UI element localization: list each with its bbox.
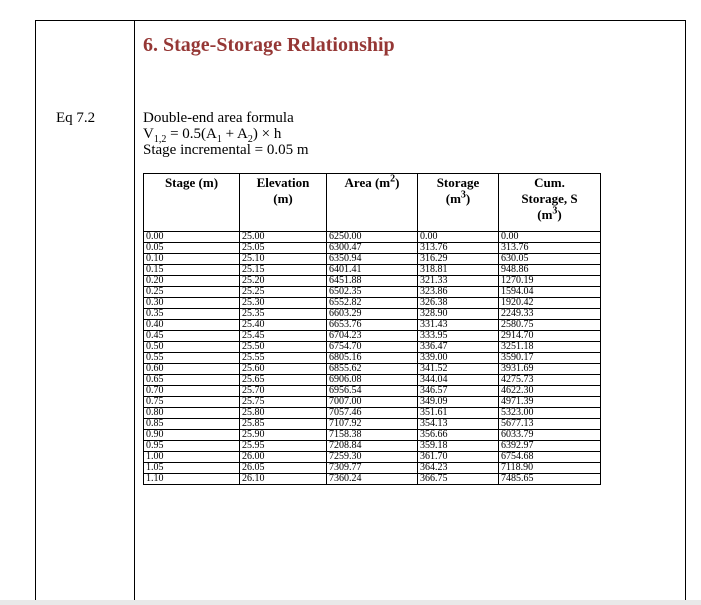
table-cell: 6350.94 xyxy=(327,254,418,265)
table-cell: 6250.00 xyxy=(327,232,418,243)
table-cell: 0.65 xyxy=(144,375,240,386)
table-cell: 25.90 xyxy=(240,430,327,441)
table-cell: 349.09 xyxy=(418,397,499,408)
table-cell: 0.50 xyxy=(144,342,240,353)
table-cell: 354.13 xyxy=(418,419,499,430)
table-cell: 7485.65 xyxy=(499,474,601,485)
table-cell: 364.23 xyxy=(418,463,499,474)
table-row xyxy=(144,331,601,342)
table-cell: 5677.13 xyxy=(499,419,601,430)
table-cell: 948.86 xyxy=(499,265,601,276)
table-cell: 0.00 xyxy=(144,232,240,243)
table-cell: 0.70 xyxy=(144,386,240,397)
table-row xyxy=(144,364,601,375)
table-cell: 361.70 xyxy=(418,452,499,463)
table-cell: 2249.33 xyxy=(499,309,601,320)
table-row xyxy=(144,243,601,254)
table-cell: 7057.46 xyxy=(327,408,418,419)
table-cell: 3590.17 xyxy=(499,353,601,364)
table-cell: 25.55 xyxy=(240,353,327,364)
table-cell: 2914.70 xyxy=(499,331,601,342)
table-row xyxy=(144,287,601,298)
table-cell: 25.00 xyxy=(240,232,327,243)
table-cell: 328.90 xyxy=(418,309,499,320)
table-cell: 0.25 xyxy=(144,287,240,298)
table-cell: 26.05 xyxy=(240,463,327,474)
table-cell: 346.57 xyxy=(418,386,499,397)
table-cell: 336.47 xyxy=(418,342,499,353)
table-cell: 6653.76 xyxy=(327,320,418,331)
table-cell: 326.38 xyxy=(418,298,499,309)
table-cell: 0.35 xyxy=(144,309,240,320)
table-row xyxy=(144,408,601,419)
table-cell: 341.52 xyxy=(418,364,499,375)
table-cell: 0.45 xyxy=(144,331,240,342)
table-cell: 5323.00 xyxy=(499,408,601,419)
table-cell: 25.20 xyxy=(240,276,327,287)
table-cell: 0.90 xyxy=(144,430,240,441)
table-row xyxy=(144,254,601,265)
table-row xyxy=(144,353,601,364)
table-cell: 7208.84 xyxy=(327,441,418,452)
table-cell: 351.61 xyxy=(418,408,499,419)
table-cell: 25.40 xyxy=(240,320,327,331)
table-cell: 7118.90 xyxy=(499,463,601,474)
table-cell: 0.30 xyxy=(144,298,240,309)
table-cell: 366.75 xyxy=(418,474,499,485)
table-cell: 25.10 xyxy=(240,254,327,265)
table-cell: 26.00 xyxy=(240,452,327,463)
table-cell: 6603.29 xyxy=(327,309,418,320)
table-row xyxy=(144,430,601,441)
table-cell: 0.55 xyxy=(144,353,240,364)
table-row xyxy=(144,298,601,309)
table-cell: 25.35 xyxy=(240,309,327,320)
table-cell: 3251.18 xyxy=(499,342,601,353)
table-cell: 26.10 xyxy=(240,474,327,485)
table-cell: 6300.47 xyxy=(327,243,418,254)
table-cell: 1270.19 xyxy=(499,276,601,287)
table-cell: 6805.16 xyxy=(327,353,418,364)
bottom-scroll-edge xyxy=(0,600,701,605)
table-row xyxy=(144,441,601,452)
table-row xyxy=(144,452,601,463)
table-row xyxy=(144,397,601,408)
table-cell: 25.05 xyxy=(240,243,327,254)
formula-block xyxy=(143,110,309,158)
table-cell: 25.50 xyxy=(240,342,327,353)
table-row xyxy=(144,276,601,287)
table-cell: 1920.42 xyxy=(499,298,601,309)
stage-storage-table xyxy=(143,173,601,485)
table-row xyxy=(144,342,601,353)
table-cell: 6451.88 xyxy=(327,276,418,287)
table-row xyxy=(144,463,601,474)
table-cell: 25.65 xyxy=(240,375,327,386)
table-cell: 25.70 xyxy=(240,386,327,397)
table-cell: 0.75 xyxy=(144,397,240,408)
equation-reference: Eq 7.2 xyxy=(56,110,96,126)
table-cell: 1594.04 xyxy=(499,287,601,298)
table-cell: 6033.79 xyxy=(499,430,601,441)
table-cell: 6401.41 xyxy=(327,265,418,276)
table-cell: 7259.30 xyxy=(327,452,418,463)
table-cell: 0.20 xyxy=(144,276,240,287)
table-cell: 0.85 xyxy=(144,419,240,430)
table-row xyxy=(144,386,601,397)
table-row xyxy=(144,320,601,331)
table-cell: 1.10 xyxy=(144,474,240,485)
table-cell: 25.95 xyxy=(240,441,327,452)
table-cell: 313.76 xyxy=(418,243,499,254)
formula-equation: $V_{1,2} = 0.5(A_1 + A_2) \times h$ xyxy=(143,126,282,145)
table-cell: 323.86 xyxy=(418,287,499,298)
table-cell: 7158.38 xyxy=(327,430,418,441)
table-cell: 6754.70 xyxy=(327,342,418,353)
table-row xyxy=(144,232,601,243)
table-header-row xyxy=(144,174,601,232)
table-cell: 0.95 xyxy=(144,441,240,452)
table-cell: 344.04 xyxy=(418,375,499,386)
table-cell: 331.43 xyxy=(418,320,499,331)
table-cell: 25.25 xyxy=(240,287,327,298)
table-cell: 6704.23 xyxy=(327,331,418,342)
formula-name: Double-end area formula xyxy=(143,110,294,126)
header-area: Area $(m^2)$ xyxy=(327,174,418,232)
table-cell: 4275.73 xyxy=(499,375,601,386)
table-cell: 7309.77 xyxy=(327,463,418,474)
table-cell: 1.00 xyxy=(144,452,240,463)
table-cell: 25.15 xyxy=(240,265,327,276)
table-cell: 25.80 xyxy=(240,408,327,419)
table-cell: 318.81 xyxy=(418,265,499,276)
header-stage: Stage (m) xyxy=(144,174,240,232)
header-storage: Storage $(m^3)$ xyxy=(418,174,499,232)
table-cell: 1.05 xyxy=(144,463,240,474)
header-elevation: Elevation (m) xyxy=(240,174,327,232)
table-cell: 7360.24 xyxy=(327,474,418,485)
table-cell: 7007.00 xyxy=(327,397,418,408)
table-cell: 6956.54 xyxy=(327,386,418,397)
table-cell: 0.00 xyxy=(418,232,499,243)
column-divider xyxy=(134,20,135,605)
header-cum-storage: Cum. Storage, S $(m^3)$ xyxy=(499,174,601,232)
table-row xyxy=(144,474,601,485)
table-cell: 3931.69 xyxy=(499,364,601,375)
section-title: 6. Stage-Storage Relationship xyxy=(143,34,395,56)
table-cell: 359.18 xyxy=(418,441,499,452)
table-cell: 0.05 xyxy=(144,243,240,254)
table-cell: 333.95 xyxy=(418,331,499,342)
table-cell: 6855.62 xyxy=(327,364,418,375)
table-cell: 0.40 xyxy=(144,320,240,331)
table-cell: 4622.30 xyxy=(499,386,601,397)
table-cell: 0.15 xyxy=(144,265,240,276)
table-cell: 2580.75 xyxy=(499,320,601,331)
table-cell: 6906.08 xyxy=(327,375,418,386)
table-cell: 7107.92 xyxy=(327,419,418,430)
table-cell: 25.75 xyxy=(240,397,327,408)
table-cell: 25.30 xyxy=(240,298,327,309)
table-cell: 339.00 xyxy=(418,353,499,364)
table-cell: 4971.39 xyxy=(499,397,601,408)
table-cell: 0.60 xyxy=(144,364,240,375)
table-row xyxy=(144,419,601,430)
table-cell: 313.76 xyxy=(499,243,601,254)
table-cell: 25.45 xyxy=(240,331,327,342)
table-cell: 0.80 xyxy=(144,408,240,419)
table-cell: 25.60 xyxy=(240,364,327,375)
table-cell: 6754.68 xyxy=(499,452,601,463)
table-cell: 356.66 xyxy=(418,430,499,441)
table-cell: 0.10 xyxy=(144,254,240,265)
table-cell: 630.05 xyxy=(499,254,601,265)
table-cell: 6552.82 xyxy=(327,298,418,309)
stage-increment: Stage incremental = 0.05 m xyxy=(143,142,309,158)
table-cell: 25.85 xyxy=(240,419,327,430)
table-cell: 6392.97 xyxy=(499,441,601,452)
table-row xyxy=(144,265,601,276)
table-cell: 321.33 xyxy=(418,276,499,287)
table-cell: 6502.35 xyxy=(327,287,418,298)
table-cell: 316.29 xyxy=(418,254,499,265)
table-cell: 0.00 xyxy=(499,232,601,243)
table-row xyxy=(144,375,601,386)
table-row xyxy=(144,309,601,320)
